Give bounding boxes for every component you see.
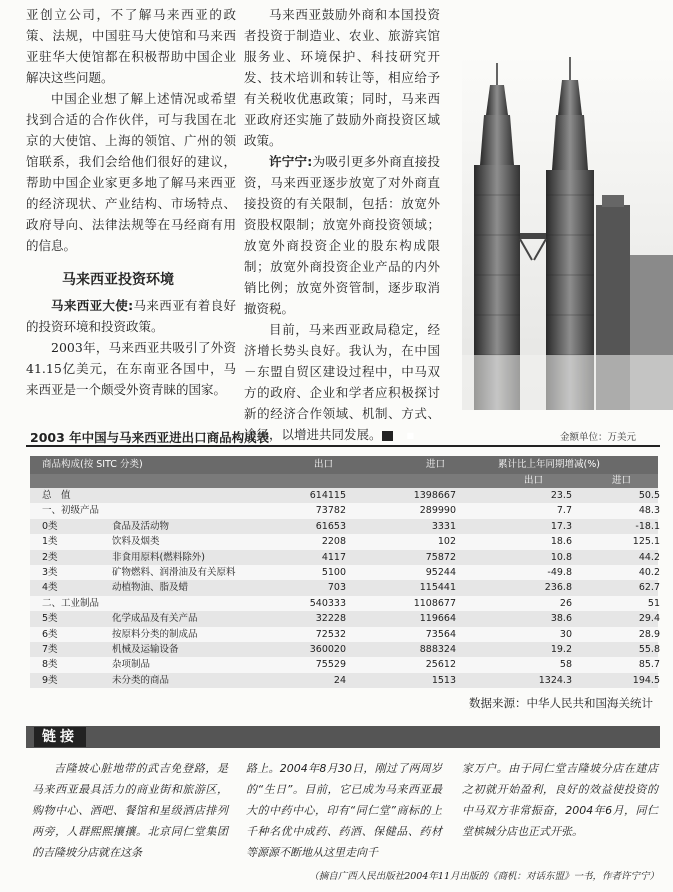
paragraph: 吉隆坡心脏地带的武吉免登路，是马来西亚最具活力的商业街和旅游区，购物中心、酒吧、餐馆和星级酒店排列两旁，人群熙熙攘攘。北京同仁堂集团的吉隆坡分店就在这条 xyxy=(32,762,228,859)
section-subheading: 马来西亚投资环境 xyxy=(62,272,174,288)
row-code: 4类 xyxy=(42,582,58,594)
paragraph: 马来西亚鼓励外商和本国投资者投资于制造业、农业、旅游宾馆服务业、环境保护、科技研究开发、技术培训和转让等，相应给予有关税收优惠政策；同时，马来西亚政府还实施了鼓励外商投资区域政策。 xyxy=(244,7,440,148)
row-export: 32228 xyxy=(315,613,346,625)
row-import: 888324 xyxy=(419,643,456,655)
subheader-export: 出口 xyxy=(524,475,544,486)
row-name: 杂项制品 xyxy=(112,659,151,671)
header-growth: 累计比上年同期增减(%) xyxy=(498,459,600,470)
row-import: 102 xyxy=(437,536,456,548)
header-category: 商品构成(按 SITC 分类) xyxy=(42,459,143,470)
row-growth-export: 19.2 xyxy=(550,643,572,655)
link-section-bar xyxy=(26,726,660,748)
row-import: 3331 xyxy=(431,520,456,532)
paragraph-text: 为吸引更多外商直接投资，马来西亚逐步放宽了对外商直接投资的有关限制，包括：放宽外资股权限制；放宽外商投资领域；放宽外商投资企业的股东构成限制；放宽外商投资企业产品的内外销比例；放宽外资管制，逐步取消撤资税。 xyxy=(244,154,440,316)
row-name: 机械及运输设备 xyxy=(112,643,179,655)
row-growth-import: 44.2 xyxy=(638,551,660,563)
row-code: 8类 xyxy=(42,659,58,671)
table-row xyxy=(30,642,658,657)
row-export: 61653 xyxy=(315,520,346,532)
row-name: 矿物燃料、润滑油及有关原料 xyxy=(112,566,236,578)
row-growth-export: 23.5 xyxy=(550,490,572,501)
row-export: 540333 xyxy=(309,597,346,609)
row-code: 2类 xyxy=(42,551,58,563)
link-section-heading: 链接 xyxy=(34,727,86,747)
data-source: 数据来源：中华人民共和国海关统计 xyxy=(469,696,653,710)
paragraph: 中国企业想了解上述情况或希望找到合适的合作伙伴，可与我国在北京的大使馆、上海的领馆、广州的领馆联系，我们会给他们很好的建议，帮助中国企业家更多地了解马来西亚的经济现状、产业结构、市场特点、政府导向、法律法规等在马经商有用的信息。 xyxy=(26,91,236,253)
petronas-towers-photo xyxy=(462,55,673,410)
row-export: 2208 xyxy=(321,536,346,548)
row-growth-import: 29.4 xyxy=(638,613,660,625)
row-code: 9类 xyxy=(42,674,58,686)
row-code: 1类 xyxy=(42,536,58,548)
end-mark-icon: ■ xyxy=(382,431,393,441)
row-name: 化学成品及有关产品 xyxy=(112,613,198,625)
row-growth-import: 55.8 xyxy=(638,643,660,655)
row-growth-import: 125.1 xyxy=(632,536,660,548)
paragraph: 亚创立公司，不了解马来西亚的政策、法规，中国驻马大使馆和马来西亚驻华大使馆都在积极帮助中国企业解决这些问题。 xyxy=(26,7,236,85)
row-import: 73564 xyxy=(425,628,456,640)
paragraph: 2003年，马来西亚共吸引了外资41.15亿美元，在东南亚各国中，马来西亚是一个颇受外资青睐的国家。 xyxy=(26,340,236,397)
row-growth-import: 40.2 xyxy=(638,566,660,578)
row-export: 614115 xyxy=(309,490,346,501)
row-growth-export: 17.3 xyxy=(550,520,572,532)
row-export: 72532 xyxy=(315,628,346,640)
row-growth-export: 58 xyxy=(559,659,572,671)
table-body xyxy=(30,488,658,688)
row-growth-import: 51 xyxy=(647,597,660,609)
article-column-left xyxy=(26,4,236,400)
table-row xyxy=(30,503,658,518)
row-growth-import: 48.3 xyxy=(638,505,660,517)
row-growth-export: 10.8 xyxy=(550,551,572,563)
table-unit-note: 金额单位：万美元 xyxy=(560,432,637,443)
row-growth-import: 50.5 xyxy=(638,490,660,501)
row-export: 24 xyxy=(333,674,346,686)
row-code: 一、初级产品 xyxy=(42,505,100,517)
table-row xyxy=(30,488,658,503)
row-growth-import: 194.5 xyxy=(632,674,660,686)
row-code: 5类 xyxy=(42,613,58,625)
divider xyxy=(26,445,660,447)
row-import: 289990 xyxy=(419,505,456,517)
table-header-row xyxy=(30,456,658,474)
row-import: 1513 xyxy=(431,674,456,686)
paragraph xyxy=(244,151,440,319)
row-code: 二、工业制品 xyxy=(42,597,100,609)
table-row xyxy=(30,657,658,672)
table-title: 2003 年中国与马来西亚进出口商品构成表 xyxy=(30,430,270,445)
row-import: 1398667 xyxy=(413,490,456,501)
row-growth-export: -49.8 xyxy=(547,566,572,578)
row-export: 4117 xyxy=(321,551,346,563)
header-export: 出口 xyxy=(314,459,334,470)
table-row xyxy=(30,596,658,611)
paragraph: 路上。2004年8月30日，刚过了两周岁的“生日”。目前，它已成为马来西亚最大的中药中心，印有“同仁堂”商标的上千种名优中成药、药酒、保健品、药材等源源不断地从这里走向千 xyxy=(246,762,442,859)
row-code: 3类 xyxy=(42,566,58,578)
row-growth-import: 85.7 xyxy=(638,659,660,671)
table-row xyxy=(30,580,658,595)
table-row xyxy=(30,611,658,626)
row-export: 703 xyxy=(327,582,346,594)
table-subheader-row xyxy=(30,474,658,488)
table-row xyxy=(30,673,658,688)
paragraph: 家万户。由于同仁堂吉隆坡分店在建店之初就开始盈利，良好的效益使投资的中马双方非常振奋，2004年6月，同仁堂槟城分店也正式开张。 xyxy=(462,762,658,838)
table-row xyxy=(30,627,658,642)
row-name: 食品及活动物 xyxy=(112,520,170,532)
row-growth-export: 38.6 xyxy=(550,613,572,625)
paragraph xyxy=(244,319,440,445)
row-code: 0类 xyxy=(42,520,58,532)
row-export: 5100 xyxy=(321,566,346,578)
row-import: 115441 xyxy=(419,582,456,594)
trade-composition-table xyxy=(30,456,658,688)
link-column-2 xyxy=(246,758,442,863)
paragraph-text: 目前，马来西亚政局稳定，经济增长势头良好。我认为，在中国－东盟自贸区建设过程中，中马双方的政府、企业和学者应积极探讨新的经济合作领域、机制、方式、途径，以增进共同发展。 xyxy=(244,322,440,442)
row-growth-export: 1324.3 xyxy=(538,674,572,686)
row-export: 360020 xyxy=(309,643,346,655)
row-export: 75529 xyxy=(315,659,346,671)
row-import: 95244 xyxy=(425,566,456,578)
row-growth-export: 7.7 xyxy=(556,505,572,517)
row-code: 7类 xyxy=(42,643,58,655)
row-name: 动植物油、脂及蜡 xyxy=(112,582,189,594)
row-code: 总 值 xyxy=(42,490,71,501)
speaker-label: 许宁宁: xyxy=(269,154,313,169)
link-column-1 xyxy=(32,758,228,863)
row-import: 75872 xyxy=(425,551,456,563)
paragraph xyxy=(26,295,236,337)
row-growth-export: 30 xyxy=(559,628,572,640)
row-import: 119664 xyxy=(419,613,456,625)
row-growth-import: 28.9 xyxy=(638,628,660,640)
table-row xyxy=(30,534,658,549)
source-footnote: （摘自广西人民出版社2004年11月出版的《商机：对话东盟》一书，作者许宁宁） xyxy=(309,871,659,882)
link-column-3 xyxy=(462,758,658,842)
row-growth-import: 62.7 xyxy=(638,582,660,594)
row-growth-export: 26 xyxy=(559,597,572,609)
row-name: 饮料及烟类 xyxy=(112,536,160,548)
row-export: 73782 xyxy=(315,505,346,517)
paragraph-text: 马来西亚有着良好的投资环境和投资政策。 xyxy=(26,298,236,334)
row-import: 25612 xyxy=(425,659,456,671)
row-growth-import: -18.1 xyxy=(635,520,660,532)
row-name: 按原料分类的制成品 xyxy=(112,628,198,640)
row-code: 6类 xyxy=(42,628,58,640)
table-row xyxy=(30,519,658,534)
header-import: 进口 xyxy=(426,459,446,470)
row-name: 未分类的商品 xyxy=(112,674,170,686)
speaker-label: 马来西亚大使: xyxy=(51,298,134,313)
row-growth-export: 18.6 xyxy=(550,536,572,548)
subheader-import: 进口 xyxy=(612,475,632,486)
row-name: 非食用原料(燃料除外) xyxy=(112,551,205,563)
table-row xyxy=(30,550,658,565)
row-import: 1108677 xyxy=(413,597,456,609)
article-column-middle xyxy=(244,4,440,445)
table-row xyxy=(30,565,658,580)
row-growth-export: 236.8 xyxy=(544,582,572,594)
